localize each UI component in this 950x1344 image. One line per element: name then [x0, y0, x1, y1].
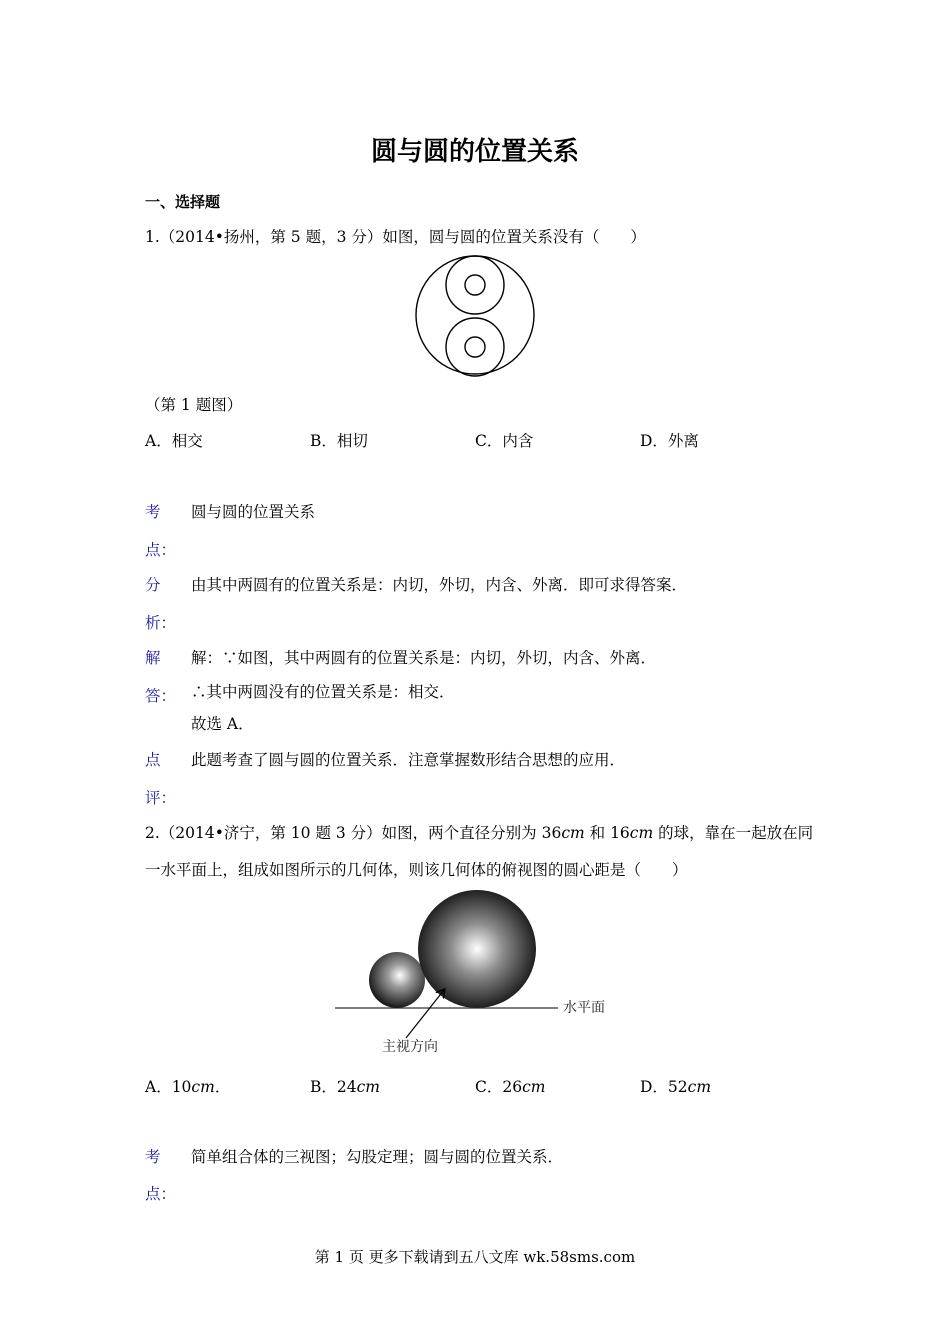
q1-jieda-line-2: ∴其中两圆没有的位置关系是：相交． — [191, 683, 455, 701]
q2-option-c-value: C．26 — [475, 1078, 523, 1096]
q2-option-d — [640, 1075, 711, 1097]
question-2-stem-line-2: 一水平面上，组成如图所示的几何体，则该几何体的俯视图的圆心距是（ ） — [145, 861, 688, 879]
q2-option-b — [310, 1075, 380, 1097]
q1-option-c: C．内含 — [475, 432, 534, 450]
question-2-stem-line-1 — [145, 821, 813, 843]
question-1-stem: 1.（2014•扬州，第 5 题，3 分）如图，圆与圆的位置关系没有（ ） — [145, 228, 646, 246]
q1-fenxi-text: 由其中两圆有的位置关系是：内切，外切，内含、外离．即可求得答案． — [191, 576, 688, 594]
q2-option-c — [475, 1075, 545, 1097]
q1-jieda-line-1: 解：∵如图，其中两圆有的位置关系是：内切，外切，内含、外离． — [191, 649, 657, 667]
q2-stem-1a: 2.（2014•济宁，第 10 题 3 分）如图，两个直径分别为 36 — [145, 824, 562, 842]
q1-kaodian-label-1: 考 — [145, 503, 161, 521]
q2-option-b-value: B．24 — [310, 1078, 357, 1096]
q1-kaodian-label-2: 点： — [145, 541, 177, 559]
q2-option-a — [145, 1075, 230, 1097]
q2-option-c-unit: cm — [522, 1078, 546, 1096]
q1-kaodian-text: 圆与圆的位置关系 — [191, 503, 316, 521]
view-direction-label: 主视方向 — [382, 1039, 438, 1055]
q1-option-d: D．外离 — [640, 432, 699, 450]
q2-stem-1c: 和 16 — [584, 824, 630, 842]
q2-option-d-value: D．52 — [640, 1078, 688, 1096]
q2-option-a-unit: cm — [191, 1078, 215, 1096]
lower-small-circle — [465, 337, 485, 357]
q2-option-b-unit: cm — [356, 1078, 381, 1096]
q1-option-b: B．相切 — [310, 432, 368, 450]
q1-jieda-label-1: 解 — [145, 649, 161, 667]
lower-middle-circle — [446, 318, 504, 376]
q1-dianping-label-1: 点 — [145, 751, 161, 769]
outer-circle — [416, 256, 534, 374]
upper-small-circle — [465, 275, 485, 295]
ground-label: 水平面 — [563, 1000, 605, 1016]
q1-jieda-label-2: 答： — [145, 687, 177, 705]
q1-dianping-label-2: 评： — [145, 789, 177, 807]
q2-kaodian-label-1: 考 — [145, 1148, 161, 1166]
large-sphere — [418, 890, 536, 1008]
q2-kaodian-text: 简单组合体的三视图；勾股定理；圆与圆的位置关系． — [191, 1148, 564, 1166]
q2-option-d-unit: cm — [687, 1078, 712, 1096]
upper-middle-circle — [446, 256, 504, 314]
q1-dianping-text: 此题考查了圆与圆的位置关系．注意掌握数形结合思想的应用． — [191, 751, 626, 769]
q2-stem-unit-2: cm — [629, 824, 654, 842]
section-heading: 一、选择题 — [145, 193, 221, 211]
q2-stem-unit-1: cm — [561, 824, 585, 842]
q2-kaodian-label-2: 点： — [145, 1185, 177, 1203]
question-1-caption: （第 1 题图） — [145, 396, 243, 414]
q1-fenxi-label-1: 分 — [145, 576, 161, 594]
page-title: 圆与圆的位置关系 — [370, 137, 579, 167]
question-2-figure — [330, 886, 620, 1058]
q2-stem-1e: 的球，靠在一起放在同 — [653, 824, 814, 842]
q2-option-a-suffix: ． — [214, 1078, 231, 1096]
q2-option-a-value: A．10 — [145, 1078, 192, 1096]
q1-option-a: A．相交 — [145, 432, 203, 450]
small-sphere — [369, 952, 425, 1008]
q1-jieda-line-3: 故选 A． — [191, 715, 254, 733]
page-footer: 第 1 页 更多下载请到五八文库 wk.58sms.com — [314, 1248, 636, 1266]
question-1-figure — [412, 252, 540, 380]
q1-fenxi-label-2: 析： — [145, 614, 177, 632]
